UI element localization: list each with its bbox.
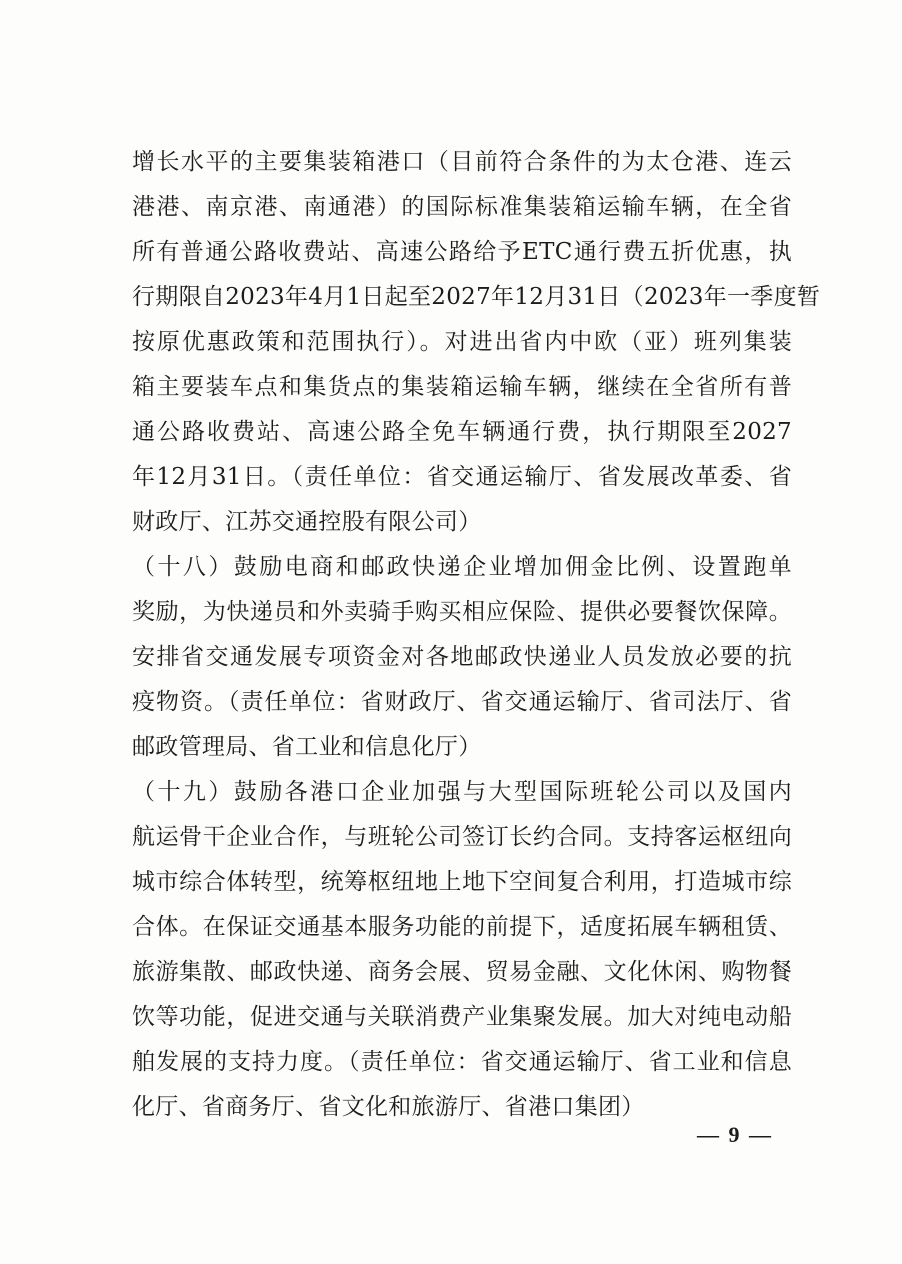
text-line: 所有普通公路收费站、高速公路给予ETC通行费五折优惠，执 [132, 239, 792, 265]
text-line: 疫物资。（责任单位：省财政厅、省交通运输厅、省司法厅、省 [132, 689, 792, 715]
text-line: 港港、南京港、南通港）的国际标准集装箱运输车辆，在全省 [132, 194, 792, 220]
text-line: 箱主要装车点和集货点的集装箱运输车辆，继续在全省所有普 [132, 374, 792, 400]
text-line: 饮等功能，促进交通与关联消费产业集聚发展。加大对纯电动船 [132, 1004, 792, 1030]
text-line: 奖励，为快递员和外卖骑手购买相应保险、提供必要餐饮保障。 [132, 599, 792, 625]
text-line: 年12月31日。（责任单位：省交通运输厅、省发展改革委、省 [132, 464, 792, 490]
text-line: 化厅、省商务厅、省文化和旅游厅、省港口集团） [132, 1094, 645, 1120]
text-line: 增长水平的主要集装箱港口（目前符合条件的为太仓港、连云 [132, 149, 792, 175]
text-line: 财政厅、江苏交通控股有限公司） [132, 509, 482, 535]
body-text [132, 140, 821, 1130]
text-line: 旅游集散、邮政快递、商务会展、贸易金融、文化休闲、购物餐 [132, 959, 792, 985]
text-line: （十八）鼓励电商和邮政快递企业增加佣金比例、设置跑单 [132, 554, 792, 580]
text-line: 行期限自2023年4月1日起至2027年12月31日（2023年一季度暂 [132, 284, 821, 310]
text-line: （十九）鼓励各港口企业加强与大型国际班轮公司以及国内 [132, 779, 792, 805]
text-line: 航运骨干企业合作，与班轮公司签订长约合同。支持客运枢纽向 [132, 824, 792, 850]
text-line: 邮政管理局、省工业和信息化厅） [132, 734, 482, 760]
page-number: — 9 — [697, 1122, 773, 1147]
text-line: 城市综合体转型，统筹枢纽地上地下空间复合利用，打造城市综 [132, 869, 792, 895]
text-line: 舶发展的支持力度。（责任单位：省交通运输厅、省工业和信息 [132, 1049, 792, 1075]
text-line: 按原优惠政策和范围执行）。对进出省内中欧（亚）班列集装 [132, 329, 792, 355]
text-line: 安排省交通发展专项资金对各地邮政快递业人员发放必要的抗 [132, 644, 792, 670]
text-line: 合体。在保证交通基本服务功能的前提下，适度拓展车辆租赁、 [132, 914, 792, 940]
text-line: 通公路收费站、高速公路全免车辆通行费，执行期限至2027 [132, 419, 792, 445]
